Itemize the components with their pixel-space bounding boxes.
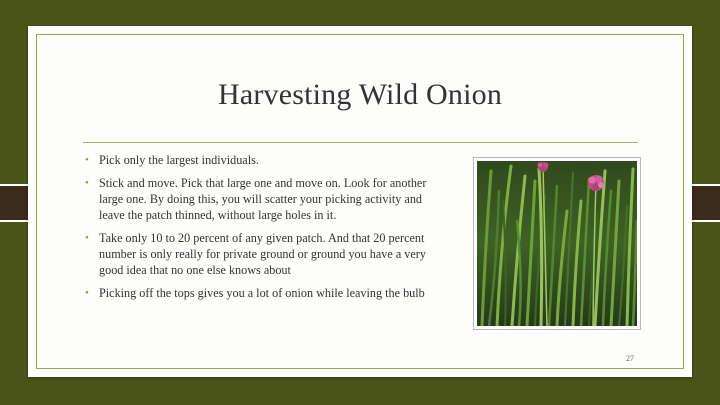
bullet-icon: •: [85, 154, 89, 166]
bullet-item: [85, 175, 447, 223]
bullet-text: Pick only the largest individuals.: [99, 153, 259, 167]
slide-title: Harvesting Wild Onion: [217, 78, 503, 111]
bullet-icon: •: [85, 232, 89, 244]
wild-onion-illustration: [477, 161, 637, 326]
wild-onion-photo: [473, 157, 641, 330]
bullet-item: [85, 230, 447, 278]
bullet-item: [85, 285, 447, 301]
bullet-list: [85, 152, 447, 308]
bullet-text: Picking off the tops gives you a lot of onion while leaving the bulb: [99, 286, 425, 300]
bullet-text: Stick and move. Pick that large one and move on. Look for another large one. By doing this, you will scatter your picking activity and leave the patch thinned, without large holes in it.: [99, 176, 427, 222]
bullet-icon: •: [85, 177, 89, 189]
bullet-item: [85, 152, 447, 168]
bullet-icon: •: [85, 287, 89, 299]
bullet-text: Take only 10 to 20 percent of any given patch. And that 20 percent number is only really for private ground or ground you have a very good idea that no one else knows about: [99, 231, 426, 277]
title-divider: [83, 142, 638, 143]
page-number: 27: [626, 354, 634, 363]
